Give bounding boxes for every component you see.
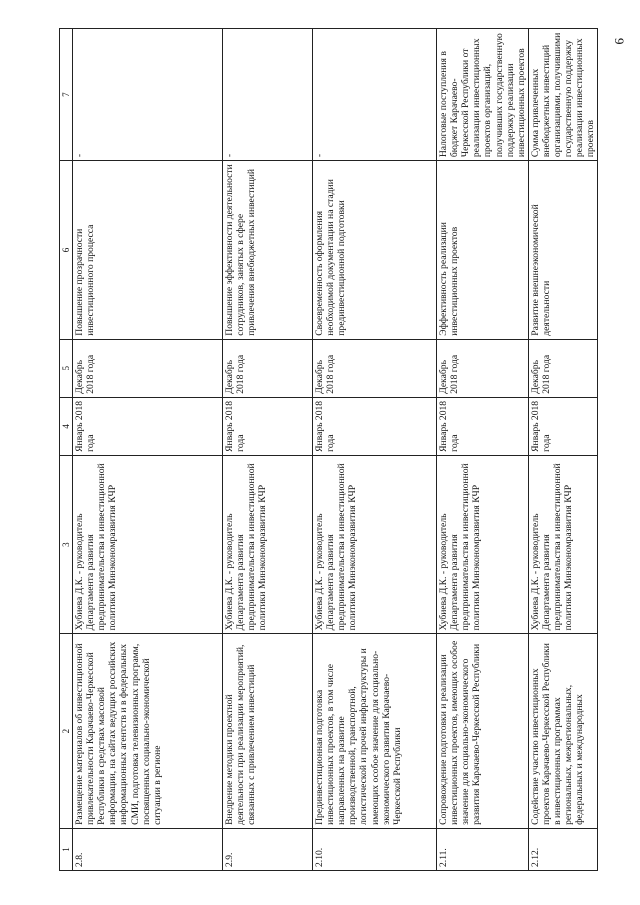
- row-number: 2.12.: [528, 828, 597, 870]
- result-cell: Повышение эффективности деятельности сотрудников, занятых в сфере привлечения внебюджетных инвестиций: [223, 161, 313, 340]
- column-number: 5: [60, 339, 73, 397]
- table-row: [437, 29, 528, 871]
- result-cell: Эффективность реализации инвестиционных проектов: [437, 161, 528, 340]
- indicator-cell: -: [223, 29, 313, 161]
- table-row: [313, 29, 437, 871]
- table-row: [223, 29, 313, 871]
- page-number: 9: [612, 38, 627, 45]
- end-date-cell: Декабрь 2018 года: [73, 339, 223, 397]
- column-number: 6: [60, 161, 73, 340]
- end-date-cell: Декабрь 2018 года: [223, 339, 313, 397]
- responsible-cell: Хубиева Д.К. - руководитель Департамента развития предпринимательства и инвестиционной политики Минэкономразвития КЧР: [313, 455, 437, 634]
- start-date-cell: Январь 2018 года: [437, 397, 528, 455]
- indicator-cell: Сумма привлеченных внебюджетных инвестиций организациями, получившими государственную поддержку реализации инвестиционных проектов: [528, 29, 597, 161]
- indicator-cell: Налоговые поступления в бюджет Карачаево-Черкесской Республики от реализации инвестиционных проектов организаций, получивших государственную поддержку реализации инвестиционных проектов: [437, 29, 528, 161]
- result-cell: Своевременность оформления необходимой документации на стадии прединвестиционной подготовки: [313, 161, 437, 340]
- activity-cell: Прединвестиционная подготовка инвестиционных проектов, в том числе направленных на развитие производственной, транспортной, логистической и прочей инфраструктуры и имеющих особое значение для социально-экономического развития Карачаево-Черкесской Республики: [313, 634, 437, 829]
- responsible-cell: Хубиева Д.К. - руководитель Департамента развития предпринимательства и инвестиционной политики Минэкономразвития КЧР: [437, 455, 528, 634]
- responsible-cell: Хубиева Д.К. - руководитель Департамента развития предпринимательства и инвестиционной политики Минэкономразвития КЧР: [528, 455, 597, 634]
- result-cell: Развитие внешнеэкономической деятельности: [528, 161, 597, 340]
- responsible-cell: Хубиева Д.К. - руководитель Департамента развития предпринимательства и инвестиционной политики Минэкономразвития КЧР: [73, 455, 223, 634]
- row-number: 2.9.: [223, 828, 313, 870]
- start-date-cell: Январь 2018 года: [223, 397, 313, 455]
- measures-table: [59, 28, 598, 871]
- column-number: 1: [60, 828, 73, 870]
- start-date-cell: Январь 2018 года: [313, 397, 437, 455]
- table-row: [73, 29, 223, 871]
- column-number-row: [60, 29, 73, 871]
- activity-cell: Содействие участию инвестиционных проектов Карачаево-Черкесской Республики в инвестиционных программах региональных, межрегиональных, федеральных и международных: [528, 634, 597, 829]
- activity-cell: Размещение материалов об инвестиционной привлекательности Карачаево-Черкесской Республики в средствах массовой информации, на сайтах ведущих российских информационных агентств и в федеральных СМИ, подготовка телевизионных программ, посвященных социально-экономической ситуации в регионе: [73, 634, 223, 829]
- rotated-table-container: [59, 28, 596, 871]
- start-date-cell: Январь 2018 года: [528, 397, 597, 455]
- end-date-cell: Декабрь 2018 года: [528, 339, 597, 397]
- table-row: [528, 29, 597, 871]
- result-cell: Повышение прозрачности инвестиционного процесса: [73, 161, 223, 340]
- indicator-cell: -: [73, 29, 223, 161]
- activity-cell: Внедрение методики проектной деятельности при реализации мероприятий, связанных с привлечением инвестиций: [223, 634, 313, 829]
- row-number: 2.10.: [313, 828, 437, 870]
- start-date-cell: Январь 2018 года: [73, 397, 223, 455]
- end-date-cell: Декабрь 2018 года: [313, 339, 437, 397]
- activity-cell: Сопровождение подготовки и реализации инвестиционных проектов, имеющих особое значение для социально-экономического развития Карачаево-Черкесской Республики: [437, 634, 528, 829]
- column-number: 7: [60, 29, 73, 161]
- indicator-cell: -: [313, 29, 437, 161]
- row-number: 2.11.: [437, 828, 528, 870]
- column-number: 4: [60, 397, 73, 455]
- end-date-cell: Декабрь 2018 года: [437, 339, 528, 397]
- responsible-cell: Хубиева Д.К. - руководитель Департамента развития предпринимательства и инвестиционной политики Минэкономразвития КЧР: [223, 455, 313, 634]
- column-number: 2: [60, 634, 73, 829]
- column-number: 3: [60, 455, 73, 634]
- row-number: 2.8.: [73, 828, 223, 870]
